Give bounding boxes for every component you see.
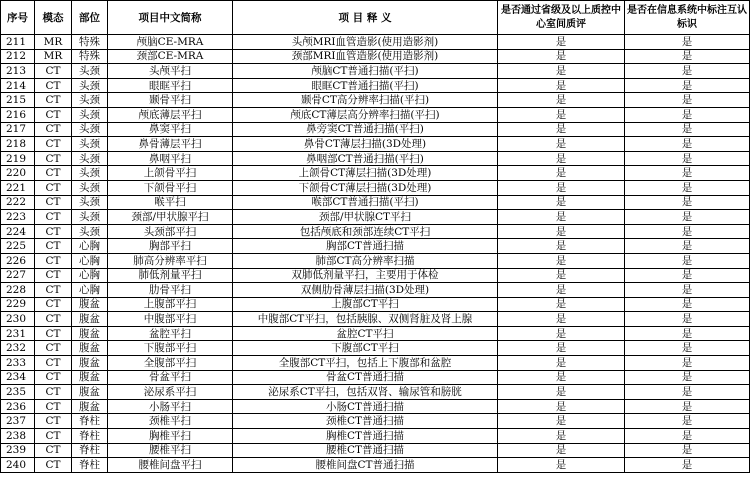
cell-qc: 是	[498, 312, 625, 327]
cell-qc: 是	[498, 253, 625, 268]
cell-modality: CT	[35, 283, 72, 298]
cell-seq: 234	[1, 370, 35, 385]
table-row	[1, 443, 750, 458]
cell-seq: 226	[1, 253, 35, 268]
cell-name: 肋骨平扫	[108, 283, 233, 298]
cell-seq: 228	[1, 283, 35, 298]
cell-name: 全腹部平扫	[108, 356, 233, 371]
header-qc: 是否通过省级及以上质控中心室间质评	[498, 1, 625, 35]
cell-modality: MR	[35, 49, 72, 64]
cell-seq: 223	[1, 210, 35, 225]
cell-modality: CT	[35, 210, 72, 225]
cell-part: 头颈	[72, 180, 108, 195]
cell-part: 腹盆	[72, 312, 108, 327]
cell-modality: CT	[35, 341, 72, 356]
cell-seq: 239	[1, 443, 35, 458]
table-row	[1, 341, 750, 356]
cell-desc: 头颅MRI血管造影(使用造影剂)	[233, 35, 498, 50]
cell-mark: 是	[625, 356, 750, 371]
table-row	[1, 458, 750, 473]
header-row	[1, 1, 750, 35]
table-row	[1, 122, 750, 137]
cell-qc: 是	[498, 78, 625, 93]
cell-name: 颈椎平扫	[108, 414, 233, 429]
table-row	[1, 49, 750, 64]
cell-seq: 229	[1, 297, 35, 312]
cell-part: 脊柱	[72, 429, 108, 444]
cell-mark: 是	[625, 107, 750, 122]
cell-name: 腰椎间盘平扫	[108, 458, 233, 473]
cell-part: 头颈	[72, 166, 108, 181]
cell-name: 上颌骨平扫	[108, 166, 233, 181]
cell-qc: 是	[498, 49, 625, 64]
cell-seq: 218	[1, 137, 35, 152]
cell-qc: 是	[498, 414, 625, 429]
cell-mark: 是	[625, 137, 750, 152]
cell-name: 颈部CE-MRA	[108, 49, 233, 64]
cell-qc: 是	[498, 341, 625, 356]
table-row	[1, 385, 750, 400]
cell-part: 腹盆	[72, 326, 108, 341]
cell-name: 肺高分辨率平扫	[108, 253, 233, 268]
cell-part: 头颈	[72, 195, 108, 210]
cell-mark: 是	[625, 210, 750, 225]
cell-part: 头颈	[72, 210, 108, 225]
cell-seq: 225	[1, 239, 35, 254]
cell-modality: CT	[35, 166, 72, 181]
cell-desc: 双侧肋骨薄层扫描(3D处理)	[233, 283, 498, 298]
cell-mark: 是	[625, 414, 750, 429]
cell-name: 颅脑CE-MRA	[108, 35, 233, 50]
cell-modality: CT	[35, 356, 72, 371]
cell-name: 肺低剂量平扫	[108, 268, 233, 283]
cell-modality: CT	[35, 122, 72, 137]
cell-desc: 鼻旁窦CT普通扫描(平扫)	[233, 122, 498, 137]
cell-seq: 220	[1, 166, 35, 181]
cell-name: 中腹部平扫	[108, 312, 233, 327]
cell-modality: CT	[35, 93, 72, 108]
cell-seq: 230	[1, 312, 35, 327]
cell-mark: 是	[625, 180, 750, 195]
cell-desc: 上腹部CT平扫	[233, 297, 498, 312]
cell-mark: 是	[625, 297, 750, 312]
cell-modality: CT	[35, 151, 72, 166]
cell-desc: 包括颅底和颈部连续CT平扫	[233, 224, 498, 239]
cell-seq: 219	[1, 151, 35, 166]
table-row	[1, 297, 750, 312]
cell-qc: 是	[498, 268, 625, 283]
cell-name: 喉平扫	[108, 195, 233, 210]
cell-desc: 盆腔CT平扫	[233, 326, 498, 341]
cell-desc: 胸椎CT普通扫描	[233, 429, 498, 444]
cell-part: 头颈	[72, 64, 108, 79]
cell-name: 胸部平扫	[108, 239, 233, 254]
cell-desc: 上颌骨CT薄层扫描(3D处理)	[233, 166, 498, 181]
cell-name: 颅底薄层平扫	[108, 107, 233, 122]
table-row	[1, 93, 750, 108]
cell-part: 特殊	[72, 35, 108, 50]
cell-desc: 鼻咽部CT普通扫描(平扫)	[233, 151, 498, 166]
cell-modality: CT	[35, 297, 72, 312]
cell-modality: CT	[35, 370, 72, 385]
cell-name: 下颌骨平扫	[108, 180, 233, 195]
cell-part: 头颈	[72, 78, 108, 93]
cell-mark: 是	[625, 429, 750, 444]
cell-qc: 是	[498, 93, 625, 108]
cell-part: 心胸	[72, 239, 108, 254]
table-row	[1, 107, 750, 122]
cell-modality: CT	[35, 107, 72, 122]
table-row	[1, 283, 750, 298]
cell-qc: 是	[498, 166, 625, 181]
cell-seq: 222	[1, 195, 35, 210]
cell-mark: 是	[625, 341, 750, 356]
cell-part: 特殊	[72, 49, 108, 64]
cell-modality: CT	[35, 443, 72, 458]
cell-desc: 颅底CT薄层高分辨率扫描(平扫)	[233, 107, 498, 122]
cell-seq: 217	[1, 122, 35, 137]
table-row	[1, 268, 750, 283]
cell-part: 腹盆	[72, 356, 108, 371]
cell-desc: 颈部/甲状腺CT平扫	[233, 210, 498, 225]
cell-modality: CT	[35, 64, 72, 79]
cell-seq: 216	[1, 107, 35, 122]
cell-desc: 颅脑CT普通扫描(平扫)	[233, 64, 498, 79]
cell-qc: 是	[498, 210, 625, 225]
cell-seq: 231	[1, 326, 35, 341]
cell-qc: 是	[498, 239, 625, 254]
cell-part: 腹盆	[72, 399, 108, 414]
cell-seq: 212	[1, 49, 35, 64]
cell-part: 腹盆	[72, 297, 108, 312]
cell-desc: 喉部CT普通扫描(平扫)	[233, 195, 498, 210]
cell-name: 颈部/甲状腺平扫	[108, 210, 233, 225]
cell-seq: 238	[1, 429, 35, 444]
cell-mark: 是	[625, 399, 750, 414]
cell-mark: 是	[625, 49, 750, 64]
cell-modality: CT	[35, 239, 72, 254]
cell-qc: 是	[498, 356, 625, 371]
cell-name: 鼻骨薄层平扫	[108, 137, 233, 152]
cell-desc: 泌尿系CT平扫，包括双肾、输尿管和膀胱	[233, 385, 498, 400]
cell-part: 心胸	[72, 283, 108, 298]
cell-mark: 是	[625, 253, 750, 268]
cell-modality: CT	[35, 429, 72, 444]
table-row	[1, 151, 750, 166]
cell-part: 脊柱	[72, 458, 108, 473]
cell-name: 胸椎平扫	[108, 429, 233, 444]
cell-name: 腰椎平扫	[108, 443, 233, 458]
cell-modality: CT	[35, 385, 72, 400]
cell-desc: 下腹部CT平扫	[233, 341, 498, 356]
table-row	[1, 210, 750, 225]
cell-seq: 221	[1, 180, 35, 195]
cell-name: 鼻窦平扫	[108, 122, 233, 137]
header-part: 部位	[72, 1, 108, 35]
cell-qc: 是	[498, 224, 625, 239]
cell-desc: 全腹部CT平扫，包括上下腹部和盆腔	[233, 356, 498, 371]
cell-seq: 232	[1, 341, 35, 356]
cell-seq: 224	[1, 224, 35, 239]
cell-mark: 是	[625, 166, 750, 181]
cell-seq: 213	[1, 64, 35, 79]
cell-mark: 是	[625, 224, 750, 239]
cell-part: 头颈	[72, 122, 108, 137]
header-mark: 是否在信息系统中标注互认标识	[625, 1, 750, 35]
cell-desc: 眼眶CT普通扫描(平扫)	[233, 78, 498, 93]
cell-desc: 颈椎CT普通扫描	[233, 414, 498, 429]
cell-modality: CT	[35, 312, 72, 327]
cell-qc: 是	[498, 429, 625, 444]
table-row	[1, 224, 750, 239]
cell-qc: 是	[498, 35, 625, 50]
cell-modality: CT	[35, 137, 72, 152]
cell-mark: 是	[625, 385, 750, 400]
cell-seq: 211	[1, 35, 35, 50]
cell-name: 下腹部平扫	[108, 341, 233, 356]
cell-qc: 是	[498, 107, 625, 122]
cell-part: 头颈	[72, 151, 108, 166]
cell-seq: 215	[1, 93, 35, 108]
cell-seq: 227	[1, 268, 35, 283]
cell-seq: 214	[1, 78, 35, 93]
cell-mark: 是	[625, 93, 750, 108]
header-modality: 模态	[35, 1, 72, 35]
cell-modality: CT	[35, 195, 72, 210]
table-row	[1, 239, 750, 254]
cell-qc: 是	[498, 122, 625, 137]
cell-desc: 腰椎间盘CT普通扫描	[233, 458, 498, 473]
cell-name: 盆腔平扫	[108, 326, 233, 341]
cell-qc: 是	[498, 283, 625, 298]
table-row	[1, 326, 750, 341]
header-name: 项目中文简称	[108, 1, 233, 35]
cell-part: 腹盆	[72, 341, 108, 356]
cell-name: 鼻咽平扫	[108, 151, 233, 166]
cell-qc: 是	[498, 399, 625, 414]
cell-mark: 是	[625, 78, 750, 93]
cell-qc: 是	[498, 443, 625, 458]
cell-mark: 是	[625, 312, 750, 327]
cell-modality: CT	[35, 326, 72, 341]
cell-seq: 235	[1, 385, 35, 400]
cell-modality: CT	[35, 253, 72, 268]
table-row	[1, 166, 750, 181]
cell-modality: CT	[35, 224, 72, 239]
cell-qc: 是	[498, 64, 625, 79]
cell-desc: 鼻骨CT薄层扫描(3D处理)	[233, 137, 498, 152]
cell-mark: 是	[625, 370, 750, 385]
cell-name: 眼眶平扫	[108, 78, 233, 93]
header-desc: 项 目 释 义	[233, 1, 498, 35]
cell-seq: 233	[1, 356, 35, 371]
cell-name: 头颅平扫	[108, 64, 233, 79]
cell-mark: 是	[625, 458, 750, 473]
cell-mark: 是	[625, 239, 750, 254]
cell-desc: 小肠CT普通扫描	[233, 399, 498, 414]
cell-desc: 双肺低剂量平扫，主要用于体检	[233, 268, 498, 283]
table-row	[1, 180, 750, 195]
cell-part: 头颈	[72, 137, 108, 152]
cell-part: 心胸	[72, 268, 108, 283]
cell-qc: 是	[498, 458, 625, 473]
cell-desc: 颈部MRI血管造影(使用造影剂)	[233, 49, 498, 64]
cell-part: 脊柱	[72, 443, 108, 458]
cell-modality: MR	[35, 35, 72, 50]
cell-desc: 中腹部CT平扫，包括胰腺、双侧肾脏及肾上腺	[233, 312, 498, 327]
cell-mark: 是	[625, 64, 750, 79]
cell-part: 腹盆	[72, 370, 108, 385]
table-row	[1, 253, 750, 268]
table-row	[1, 78, 750, 93]
cell-qc: 是	[498, 180, 625, 195]
cell-qc: 是	[498, 370, 625, 385]
table-row	[1, 195, 750, 210]
cell-mark: 是	[625, 443, 750, 458]
cell-mark: 是	[625, 195, 750, 210]
cell-part: 心胸	[72, 253, 108, 268]
cell-qc: 是	[498, 297, 625, 312]
cell-qc: 是	[498, 385, 625, 400]
cell-seq: 240	[1, 458, 35, 473]
table-row	[1, 414, 750, 429]
cell-desc: 下颌骨CT薄层扫描(3D处理)	[233, 180, 498, 195]
cell-name: 头颈部平扫	[108, 224, 233, 239]
cell-mark: 是	[625, 122, 750, 137]
table-row	[1, 356, 750, 371]
cell-desc: 胸部CT普通扫描	[233, 239, 498, 254]
cell-mark: 是	[625, 268, 750, 283]
cell-mark: 是	[625, 326, 750, 341]
cell-qc: 是	[498, 195, 625, 210]
cell-name: 小肠平扫	[108, 399, 233, 414]
table-row	[1, 64, 750, 79]
cell-part: 腹盆	[72, 385, 108, 400]
cell-qc: 是	[498, 151, 625, 166]
cell-mark: 是	[625, 35, 750, 50]
table-row	[1, 137, 750, 152]
table-row	[1, 312, 750, 327]
cell-qc: 是	[498, 326, 625, 341]
cell-part: 脊柱	[72, 414, 108, 429]
table-row	[1, 399, 750, 414]
cell-modality: CT	[35, 414, 72, 429]
cell-mark: 是	[625, 283, 750, 298]
cell-part: 头颈	[72, 107, 108, 122]
cell-desc: 腰椎CT普通扫描	[233, 443, 498, 458]
cell-name: 骨盆平扫	[108, 370, 233, 385]
cell-desc: 肺部CT高分辨率扫描	[233, 253, 498, 268]
cell-desc: 骨盆CT普通扫描	[233, 370, 498, 385]
cell-modality: CT	[35, 399, 72, 414]
table-body	[1, 35, 750, 473]
table-row	[1, 429, 750, 444]
table-row	[1, 35, 750, 50]
cell-seq: 236	[1, 399, 35, 414]
header-seq: 序号	[1, 1, 35, 35]
cell-modality: CT	[35, 268, 72, 283]
cell-mark: 是	[625, 151, 750, 166]
cell-desc: 颞骨CT高分辨率扫描(平扫)	[233, 93, 498, 108]
table-row	[1, 370, 750, 385]
cell-modality: CT	[35, 458, 72, 473]
cell-modality: CT	[35, 78, 72, 93]
cell-part: 头颈	[72, 224, 108, 239]
cell-name: 上腹部平扫	[108, 297, 233, 312]
cell-name: 泌尿系平扫	[108, 385, 233, 400]
cell-part: 头颈	[72, 93, 108, 108]
cell-modality: CT	[35, 180, 72, 195]
cell-seq: 237	[1, 414, 35, 429]
cell-qc: 是	[498, 137, 625, 152]
cell-name: 颞骨平扫	[108, 93, 233, 108]
